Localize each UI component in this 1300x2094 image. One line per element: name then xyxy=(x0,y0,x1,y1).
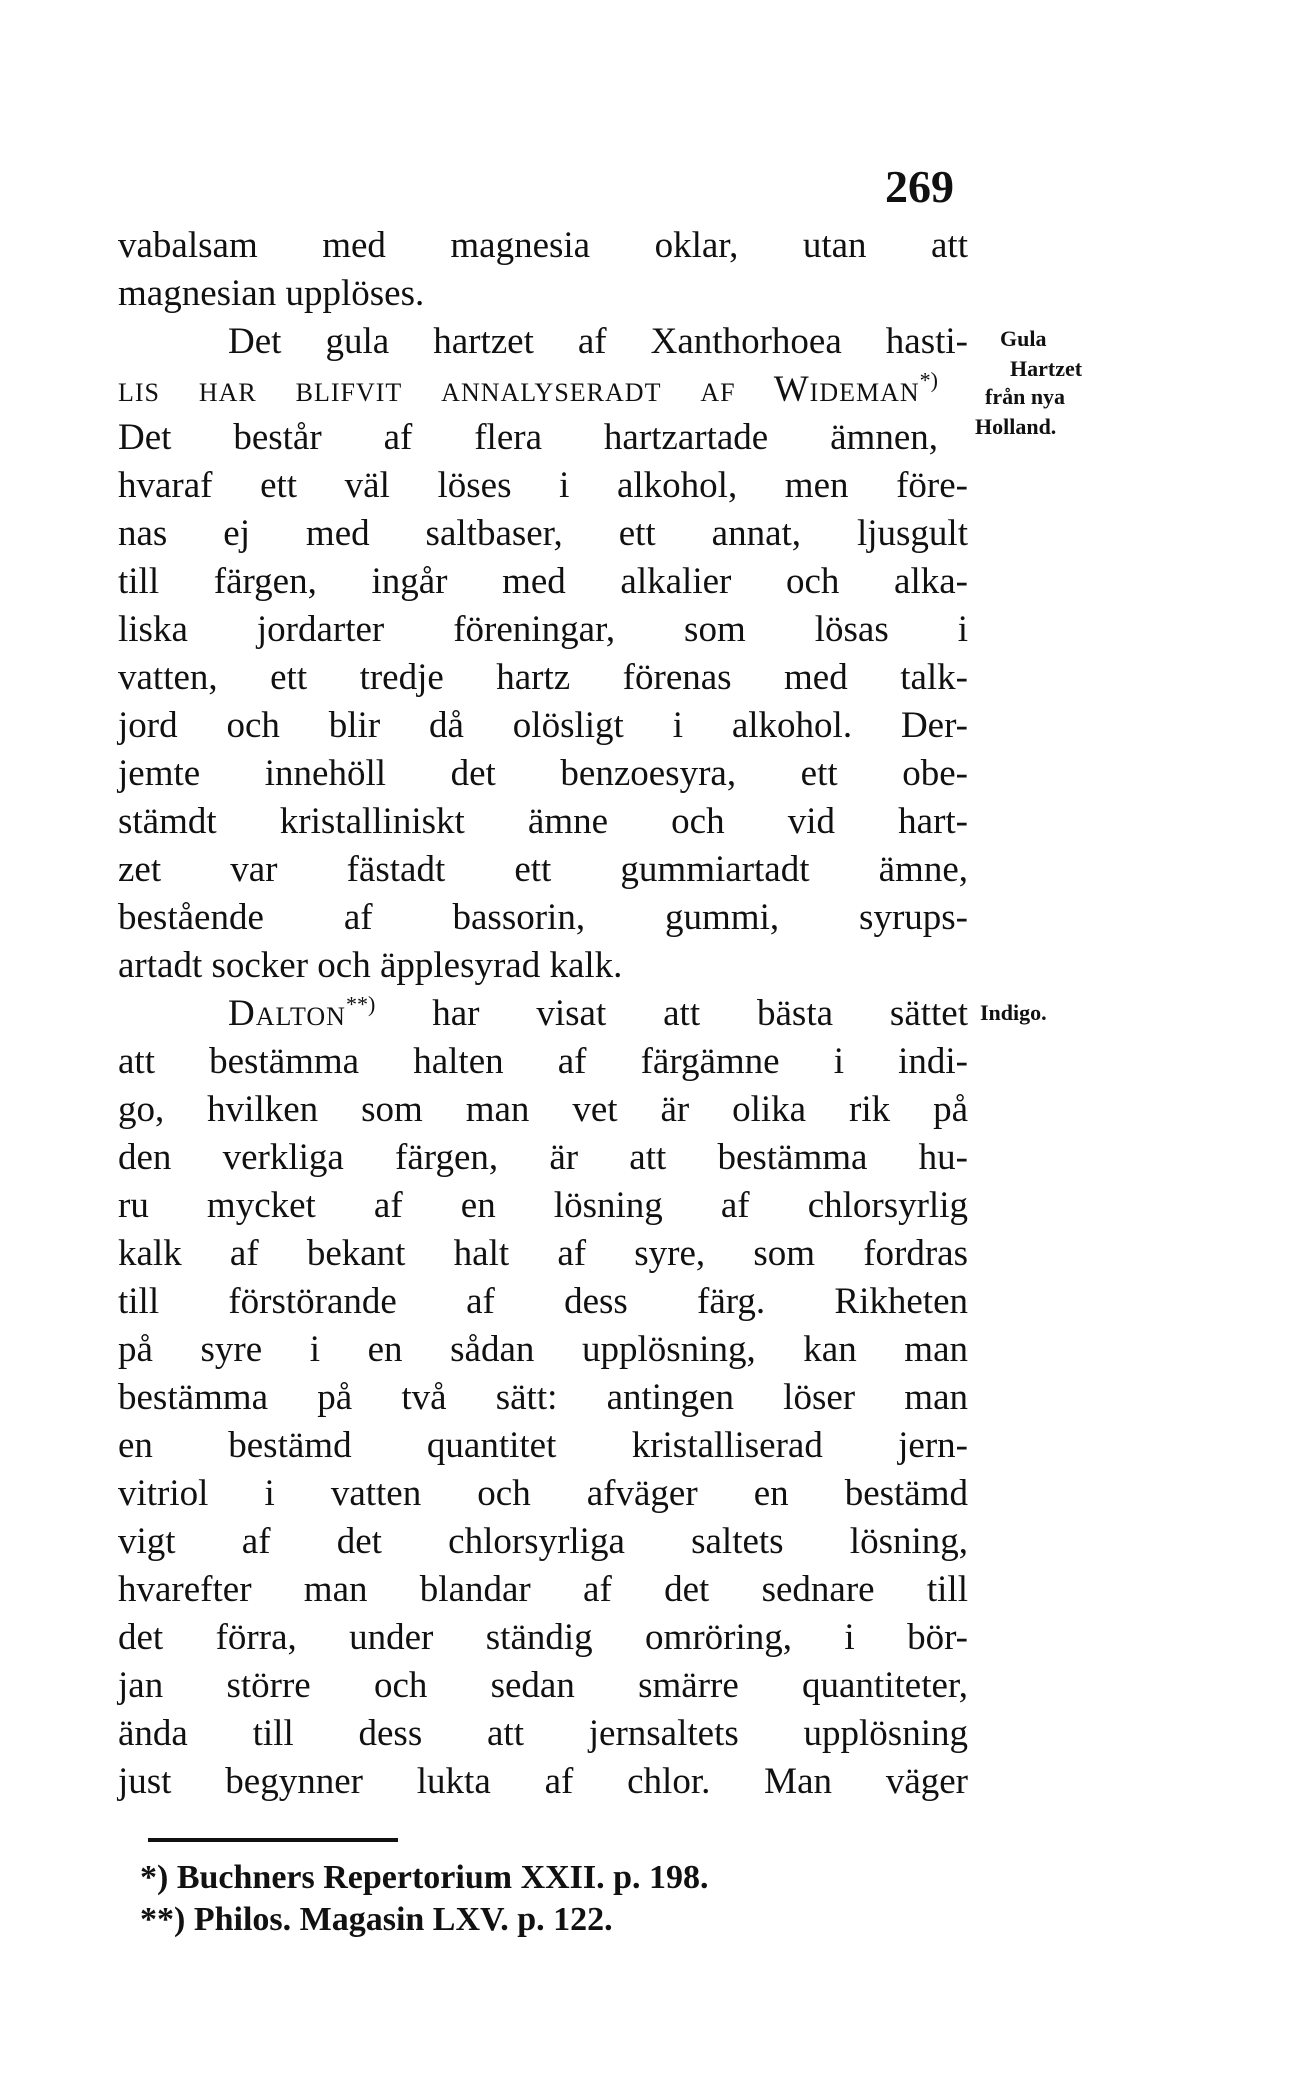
footnote-rule xyxy=(148,1838,398,1842)
text-line xyxy=(228,990,968,1038)
margin-note-line: Hartzet xyxy=(1010,356,1083,381)
footnote-text: Buchners Repertorium XXII. p. 198. xyxy=(176,1859,709,1896)
text-line: Det gula hartzet af Xanthorhoea hasti- xyxy=(228,321,968,362)
text-line: på syre i en sådan upplösning, kan man xyxy=(118,1329,968,1370)
text-line xyxy=(118,366,938,414)
text-line: ru mycket af en lösning af chlorsyrlig xyxy=(118,1185,968,1226)
text-line: stämdt kristalliniskt ämne och vid hart- xyxy=(118,801,968,842)
margin-note xyxy=(985,384,1065,410)
text-line: att bestämma halten af färgämne i indi- xyxy=(118,1041,968,1082)
text-line: artadt socker och äpplesyrad kalk. xyxy=(118,945,623,986)
margin-note-line: Gula xyxy=(1000,326,1047,351)
text-line: hvarefter man blandar af det sednare till xyxy=(118,1569,968,1610)
text-line: vabalsam med magnesia oklar, utan att xyxy=(118,225,968,266)
author-name: Dalton xyxy=(228,993,346,1034)
author-name: lis har blifvit annalyseradt af Wideman xyxy=(118,369,920,410)
text-line: bestående af bassorin, gummi, syrups- xyxy=(118,897,968,938)
text-line: bestämma på två sätt: antingen löser man xyxy=(118,1377,968,1418)
text-line: den verkliga färgen, är att bestämma hu- xyxy=(118,1137,968,1178)
footnote-mark: **) xyxy=(140,1901,186,1938)
margin-note-line: från nya xyxy=(985,384,1066,409)
text-line: vitriol i vatten och afväger en bestämd xyxy=(118,1473,968,1514)
text-line: zet var fästadt ett gummiartadt ämne, xyxy=(118,849,968,890)
text-line: go, hvilken som man vet är olika rik på xyxy=(118,1089,968,1130)
footnote-mark: *) xyxy=(140,1859,169,1896)
text-line: vigt af det chlorsyrliga saltets lösning, xyxy=(118,1521,968,1562)
text-line: just begynner lukta af chlor. Man väger xyxy=(118,1761,968,1802)
text-line: en bestämd quantitet kristalliserad jern- xyxy=(118,1425,968,1466)
page-number: 269 xyxy=(885,161,954,212)
line-text: har visat att bästa sättet xyxy=(432,993,969,1034)
footnote-marker: **) xyxy=(345,991,376,1017)
footnote-text: Philos. Magasin LXV. p. 122. xyxy=(193,1901,613,1938)
text-line: kalk af bekant halt af syre, som fordras xyxy=(118,1233,968,1274)
text-line: magnesian upplöses. xyxy=(118,273,425,314)
text-line: ända till dess att jernsaltets upplösning xyxy=(118,1713,968,1754)
text-line: vatten, ett tredje hartz förenas med talk- xyxy=(118,657,968,698)
text-line: till färgen, ingår med alkalier och alka- xyxy=(118,561,968,602)
margin-note xyxy=(1000,326,1046,352)
margin-note xyxy=(975,414,1056,440)
margin-note-line: Holland. xyxy=(975,414,1057,439)
text-line: jemte innehöll det benzoesyra, ett obe- xyxy=(118,753,968,794)
text-line: Det består af flera hartzartade ämnen, xyxy=(118,417,938,458)
margin-note xyxy=(1010,356,1082,382)
footnote-marker: *) xyxy=(919,367,938,393)
text-line: nas ej med saltbaser, ett annat, ljusgult xyxy=(118,513,968,554)
text-line: hvaraf ett väl löses i alkohol, men före- xyxy=(118,465,968,506)
margin-note-indigo: Indigo. xyxy=(980,1000,1047,1025)
text-line: det förra, under ständig omröring, i bör- xyxy=(118,1617,968,1658)
footnote xyxy=(140,1858,709,1898)
footnote xyxy=(140,1900,613,1940)
text-line: liska jordarter föreningar, som lösas i xyxy=(118,609,968,650)
text-line: jan större och sedan smärre quantiteter, xyxy=(118,1665,968,1706)
text-line: till förstörande af dess färg. Rikheten xyxy=(118,1281,968,1322)
text-line: jord och blir då olösligt i alkohol. Der- xyxy=(118,705,968,746)
